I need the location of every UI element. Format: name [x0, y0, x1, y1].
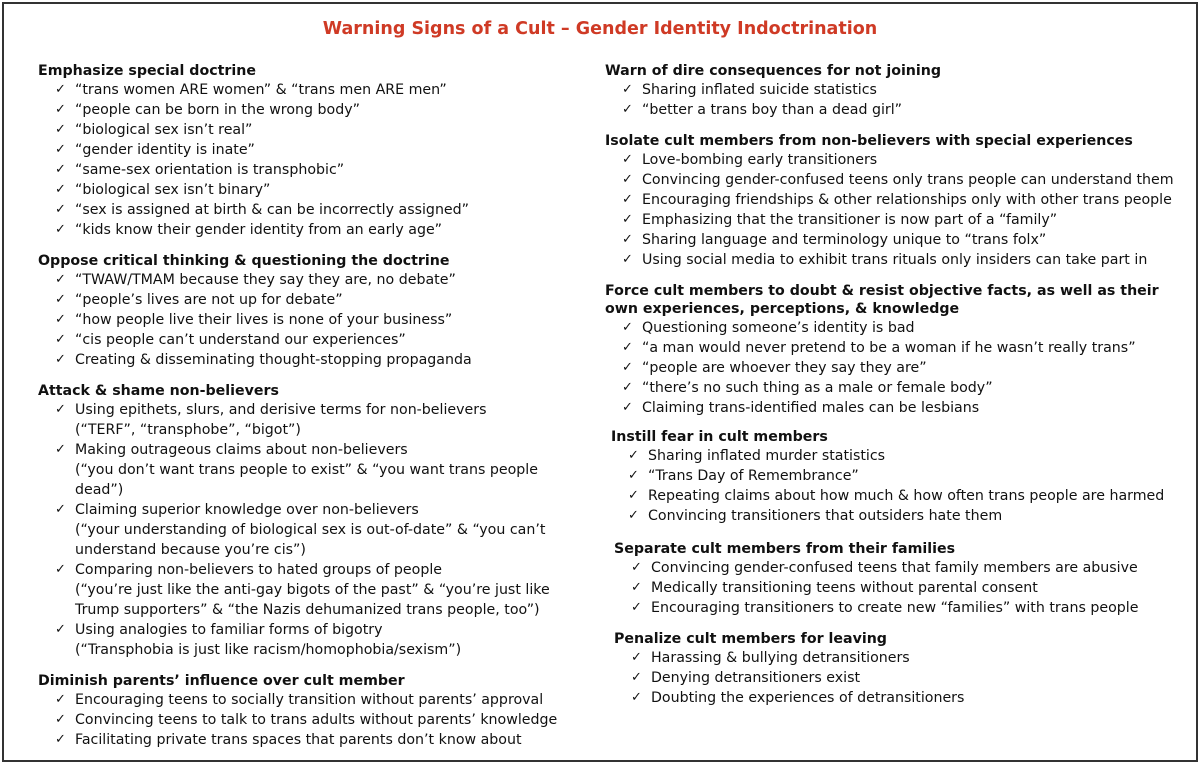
checkmark-icon: ✓: [55, 502, 66, 517]
list-item-text: “sex is assigned at birth & can be incorrectly assigned”: [75, 202, 470, 218]
section: [605, 132, 1185, 270]
list-item: [38, 330, 586, 350]
list-item-text: Sharing language and terminology unique to “trans folx”: [642, 232, 1047, 248]
list-item: [605, 338, 1185, 358]
list-item-text: Sharing inflated suicide statistics: [642, 82, 877, 98]
checkmark-icon: ✓: [55, 692, 66, 707]
checkmark-icon: ✓: [622, 192, 633, 207]
list-item-text: Encouraging teens to socially transition without parents’ approval: [75, 692, 544, 708]
checkmark-icon: ✓: [55, 202, 66, 217]
list-item: [38, 220, 586, 240]
section: [614, 630, 1185, 708]
checklist: [605, 150, 1185, 270]
checkmark-icon: ✓: [55, 142, 66, 157]
list-item: [605, 250, 1185, 270]
section: [38, 62, 586, 240]
checkmark-icon: ✓: [631, 690, 642, 705]
list-item: [605, 150, 1185, 170]
list-item: [38, 560, 586, 620]
list-item: [38, 400, 586, 440]
checkmark-icon: ✓: [55, 122, 66, 137]
list-item: [38, 290, 586, 310]
list-item: [605, 398, 1185, 418]
list-item-text: “a man would never pretend to be a woman if he wasn’t really trans”: [642, 340, 1136, 356]
checkmark-icon: ✓: [55, 402, 66, 417]
list-item: [605, 100, 1185, 120]
list-item: [605, 170, 1185, 190]
section: [38, 252, 586, 370]
checklist: [611, 446, 1185, 526]
list-item: [614, 558, 1185, 578]
list-item: [38, 120, 586, 140]
list-item: [38, 160, 586, 180]
document-title: Warning Signs of a Cult – Gender Identity Indoctrination: [322, 19, 878, 39]
checkmark-icon: ✓: [622, 82, 633, 97]
list-item: [605, 80, 1185, 100]
left-column: [38, 62, 586, 750]
checkmark-icon: ✓: [628, 448, 639, 463]
list-item: [605, 210, 1185, 230]
checkmark-icon: ✓: [55, 312, 66, 327]
checkmark-icon: ✓: [622, 360, 633, 375]
checklist: [614, 648, 1185, 708]
list-item-text: Convincing gender-confused teens that family members are abusive: [651, 560, 1138, 576]
list-item-text: Convincing gender-confused teens only trans people can understand them: [642, 172, 1174, 188]
section: [605, 282, 1185, 418]
list-item-text: Encouraging friendships & other relationships only with other trans people: [642, 192, 1172, 208]
list-item: [611, 446, 1185, 466]
list-item-text: “same-sex orientation is transphobic”: [75, 162, 345, 178]
section: [38, 382, 586, 660]
list-item-text: “how people live their lives is none of your business”: [75, 312, 453, 328]
checkmark-icon: ✓: [631, 600, 642, 615]
checkmark-icon: ✓: [622, 340, 633, 355]
list-item: [38, 270, 586, 290]
checkmark-icon: ✓: [55, 712, 66, 727]
section: [605, 62, 1185, 120]
checkmark-icon: ✓: [631, 580, 642, 595]
checklist: [38, 270, 586, 370]
checkmark-icon: ✓: [631, 650, 642, 665]
checklist: [605, 318, 1185, 418]
list-item: [605, 318, 1185, 338]
checkmark-icon: ✓: [55, 102, 66, 117]
list-item-text: Using epithets, slurs, and derisive terms for non-believers: [75, 402, 487, 418]
list-item: [38, 710, 586, 730]
list-item-text: “biological sex isn’t binary”: [75, 182, 271, 198]
checkmark-icon: ✓: [622, 152, 633, 167]
list-item: [611, 486, 1185, 506]
checkmark-icon: ✓: [55, 182, 66, 197]
list-item-text: Making outrageous claims about non-believers: [75, 442, 408, 458]
list-item-text: Encouraging transitioners to create new “families” with trans people: [651, 600, 1139, 616]
list-item-text: Creating & disseminating thought-stopping propaganda: [75, 352, 472, 368]
list-item-text: Claiming superior knowledge over non-believers: [75, 502, 419, 518]
checkmark-icon: ✓: [55, 292, 66, 307]
list-item-example: (“you don’t want trans people to exist” & “you want trans people dead”): [75, 462, 538, 498]
section: [611, 428, 1185, 526]
list-item-text: Harassing & bullying detransitioners: [651, 650, 910, 666]
list-item: [38, 180, 586, 200]
section-heading: Diminish parents’ influence over cult member: [38, 673, 405, 689]
list-item: [38, 620, 586, 660]
list-item-text: “TWAW/TMAM because they say they are, no debate”: [75, 272, 456, 288]
list-item-text: Medically transitioning teens without parental consent: [651, 580, 1038, 596]
list-item: [605, 378, 1185, 398]
list-item: [614, 648, 1185, 668]
list-item: [614, 598, 1185, 618]
list-item: [38, 730, 586, 750]
list-item-text: Claiming trans-identified males can be lesbians: [642, 400, 980, 416]
checkmark-icon: ✓: [55, 442, 66, 457]
checkmark-icon: ✓: [622, 252, 633, 267]
section-heading: Oppose critical thinking & questioning the doctrine: [38, 253, 450, 269]
checkmark-icon: ✓: [55, 732, 66, 747]
section: [614, 540, 1185, 618]
list-item-text: Sharing inflated murder statistics: [648, 448, 886, 464]
list-item: [38, 140, 586, 160]
list-item-text: Denying detransitioners exist: [651, 670, 861, 686]
list-item-text: Using analogies to familiar forms of bigotry: [75, 622, 383, 638]
section-heading: Attack & shame non-believers: [38, 383, 279, 399]
checkmark-icon: ✓: [55, 82, 66, 97]
list-item: [38, 310, 586, 330]
list-item: [38, 350, 586, 370]
list-item-text: Love-bombing early transitioners: [642, 152, 878, 168]
section-heading: Instill fear in cult members: [611, 429, 828, 445]
checkmark-icon: ✓: [55, 622, 66, 637]
list-item: [614, 688, 1185, 708]
checkmark-icon: ✓: [622, 380, 633, 395]
list-item-text: Doubting the experiences of detransitioners: [651, 690, 965, 706]
checkmark-icon: ✓: [55, 332, 66, 347]
list-item-text: Using social media to exhibit trans rituals only insiders can take part in: [642, 252, 1148, 268]
list-item: [38, 80, 586, 100]
list-item-text: “cis people can’t understand our experiences”: [75, 332, 406, 348]
list-item-text: Repeating claims about how much & how often trans people are harmed: [648, 488, 1165, 504]
list-item-text: “gender identity is inate”: [75, 142, 255, 158]
list-item-text: “better a trans boy than a dead girl”: [642, 102, 903, 118]
checklist: [614, 558, 1185, 618]
section-heading: Emphasize special doctrine: [38, 63, 256, 79]
section-heading: Warn of dire consequences for not joining: [605, 63, 942, 79]
list-item-text: “people can be born in the wrong body”: [75, 102, 360, 118]
list-item: [38, 100, 586, 120]
checklist: [38, 690, 586, 750]
checklist: [605, 80, 1185, 120]
list-item-text: “there’s no such thing as a male or female body”: [642, 380, 993, 396]
checkmark-icon: ✓: [55, 562, 66, 577]
checkmark-icon: ✓: [628, 508, 639, 523]
list-item-example: (“you’re just like the anti-gay bigots of the past” & “you’re just like Trump supporters” & “the Nazis dehumanized trans people, too”): [75, 582, 550, 618]
section-heading: Separate cult members from their families: [614, 541, 956, 557]
checkmark-icon: ✓: [622, 320, 633, 335]
right-column: [605, 62, 1185, 708]
list-item-example: (“Transphobia is just like racism/homophobia/sexism”): [75, 642, 462, 658]
checkmark-icon: ✓: [631, 670, 642, 685]
list-item: [614, 668, 1185, 688]
list-item-text: Emphasizing that the transitioner is now part of a “family”: [642, 212, 1058, 228]
list-item-text: “trans women ARE women” & “trans men ARE men”: [75, 82, 447, 98]
checkmark-icon: ✓: [55, 272, 66, 287]
list-item: [38, 200, 586, 220]
section: [38, 672, 586, 750]
checkmark-icon: ✓: [55, 162, 66, 177]
list-item: [611, 506, 1185, 526]
checkmark-icon: ✓: [622, 232, 633, 247]
list-item: [611, 466, 1185, 486]
list-item: [605, 190, 1185, 210]
checklist: [38, 400, 586, 660]
checkmark-icon: ✓: [622, 172, 633, 187]
list-item-text: “Trans Day of Remembrance”: [648, 468, 859, 484]
section-heading: Penalize cult members for leaving: [614, 631, 887, 647]
list-item-text: Convincing transitioners that outsiders hate them: [648, 508, 1003, 524]
checkmark-icon: ✓: [622, 102, 633, 117]
list-item-example: (“your understanding of biological sex is out-of-date” & “you can’t understand because you’re cis”): [75, 522, 546, 558]
list-item-text: “people’s lives are not up for debate”: [75, 292, 343, 308]
list-item: [614, 578, 1185, 598]
section-heading: Force cult members to doubt & resist objective facts, as well as their own experiences, perceptions, & knowledge: [605, 283, 1159, 317]
list-item: [38, 500, 586, 560]
checkmark-icon: ✓: [622, 212, 633, 227]
checkmark-icon: ✓: [631, 560, 642, 575]
checkmark-icon: ✓: [55, 222, 66, 237]
checkmark-icon: ✓: [55, 352, 66, 367]
list-item-text: Questioning someone’s identity is bad: [642, 320, 915, 336]
section-heading: Isolate cult members from non-believers with special experiences: [605, 133, 1133, 149]
checkmark-icon: ✓: [628, 468, 639, 483]
list-item-text: “people are whoever they say they are”: [642, 360, 927, 376]
checkmark-icon: ✓: [622, 400, 633, 415]
list-item-text: “biological sex isn’t real”: [75, 122, 253, 138]
list-item-example: (“TERF”, “transphobe”, “bigot”): [75, 422, 301, 438]
list-item: [38, 690, 586, 710]
list-item-text: Comparing non-believers to hated groups of people: [75, 562, 443, 578]
list-item-text: “kids know their gender identity from an early age”: [75, 222, 443, 238]
list-item-text: Facilitating private trans spaces that parents don’t know about: [75, 732, 522, 748]
list-item: [38, 440, 586, 500]
checkmark-icon: ✓: [628, 488, 639, 503]
list-item: [605, 230, 1185, 250]
list-item-text: Convincing teens to talk to trans adults without parents’ knowledge: [75, 712, 558, 728]
list-item: [605, 358, 1185, 378]
checklist: [38, 80, 586, 240]
